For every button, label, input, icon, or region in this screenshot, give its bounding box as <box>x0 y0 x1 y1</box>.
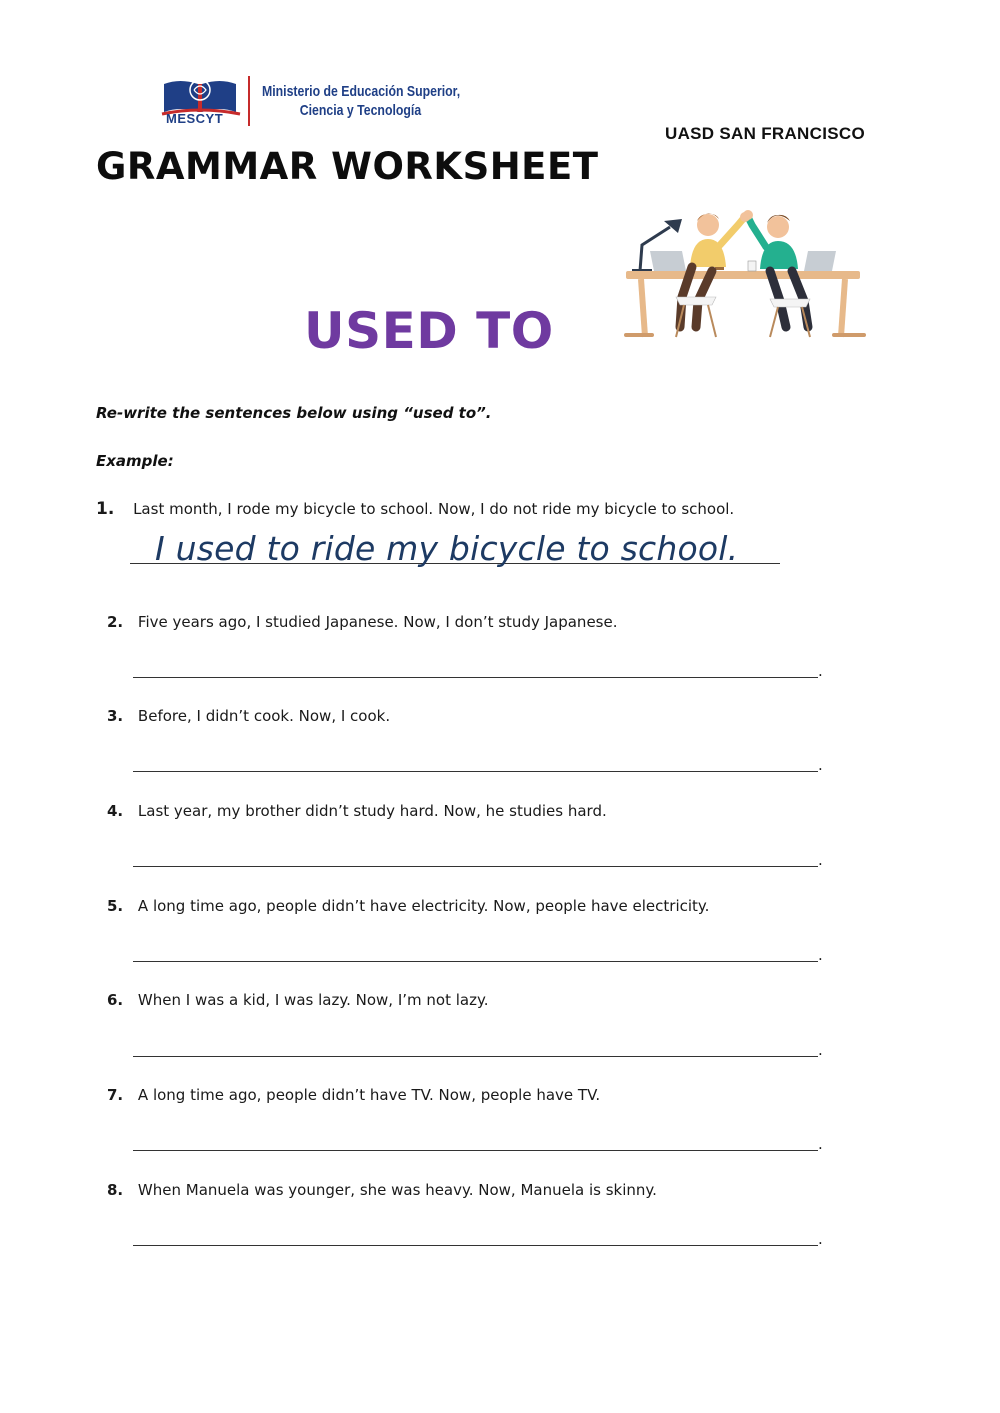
answer-period: . <box>818 1041 823 1059</box>
question-item <box>107 991 488 1009</box>
example-number: 1. <box>96 499 115 519</box>
question-sentence: Last year, my brother didn’t study hard. Now, he studies hard. <box>137 802 607 820</box>
answer-period: . <box>818 1135 823 1153</box>
instructions-text: Re-write the sentences below using “used to”. <box>96 404 492 422</box>
question-number: 6. <box>107 991 124 1009</box>
question-sentence: Five years ago, I studied Japanese. Now, I don’t study Japanese. <box>137 613 618 631</box>
school-name: UASD SAN FRANCISCO <box>665 124 865 143</box>
answer-input-line[interactable] <box>133 1056 818 1057</box>
example-answer: I used to ride my bicycle to school. <box>155 529 739 568</box>
question-item <box>107 897 709 915</box>
answer-input-line[interactable] <box>133 961 818 962</box>
question-sentence: Before, I didn’t cook. Now, I cook. <box>137 707 391 725</box>
example-sentence: Last month, I rode my bicycle to school. Now, I do not ride my bicycle to school. <box>133 500 735 518</box>
answer-input-line[interactable] <box>133 1245 818 1246</box>
question-number: 3. <box>107 707 124 725</box>
question-sentence: When Manuela was younger, she was heavy. Now, Manuela is skinny. <box>137 1181 657 1199</box>
question-number: 2. <box>107 613 124 631</box>
question-item <box>107 1086 600 1104</box>
answer-period: . <box>818 756 823 774</box>
question-sentence: A long time ago, people didn’t have electricity. Now, people have electricity. <box>137 897 710 915</box>
answer-input-line[interactable] <box>133 866 818 867</box>
worksheet-title: GRAMMAR WORKSHEET <box>96 145 599 188</box>
question-number: 8. <box>107 1181 124 1199</box>
answer-input-line[interactable] <box>133 677 818 678</box>
question-item <box>107 613 617 631</box>
answer-input-line[interactable] <box>133 1150 818 1151</box>
answer-input-line[interactable] <box>133 771 818 772</box>
question-item <box>107 707 390 725</box>
logo-ministry-name <box>262 82 460 120</box>
answer-period: . <box>818 1230 823 1248</box>
question-sentence: A long time ago, people didn’t have TV. Now, people have TV. <box>137 1086 601 1104</box>
question-number: 5. <box>107 897 124 915</box>
answer-period: . <box>818 662 823 680</box>
example-item <box>96 499 734 519</box>
logo-line-2: Ciencia y Tecnología <box>299 102 422 119</box>
answer-period: . <box>818 851 823 869</box>
question-sentence: When I was a kid, I was lazy. Now, I’m not lazy. <box>137 991 489 1009</box>
topic-title: USED TO <box>304 302 554 360</box>
question-item <box>107 1181 657 1199</box>
answer-period: . <box>818 946 823 964</box>
logo-abbreviation: MESCYT <box>166 111 224 126</box>
question-item <box>107 802 607 820</box>
logo-line-1: Ministerio de Educación Superior, <box>262 83 461 100</box>
question-number: 4. <box>107 802 124 820</box>
question-number: 7. <box>107 1086 124 1104</box>
example-label: Example: <box>96 452 174 470</box>
students-high-five-illustration <box>620 205 870 345</box>
